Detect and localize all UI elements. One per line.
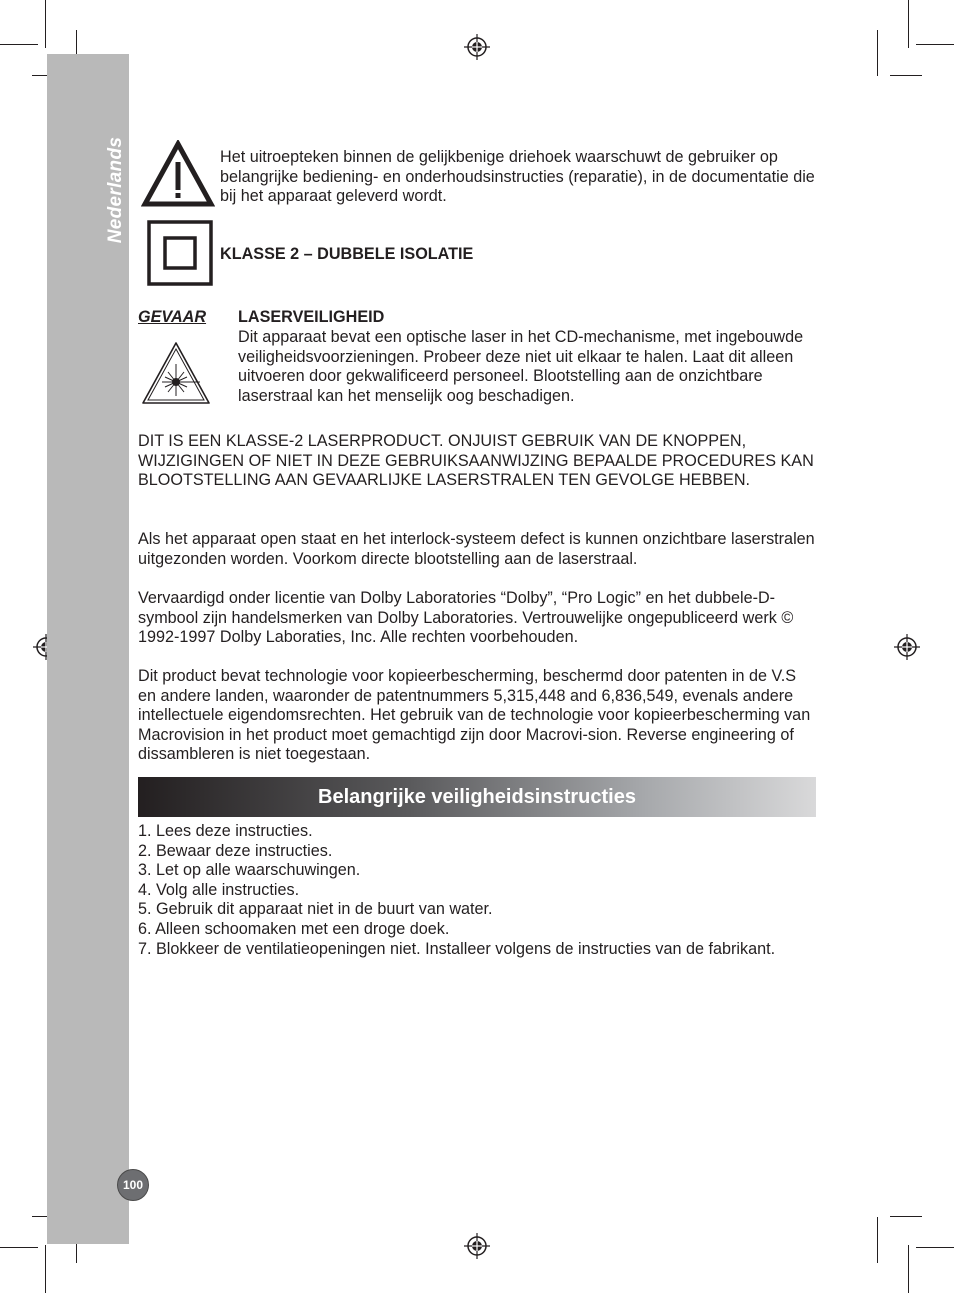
dolby-notice: Vervaardigd onder licentie van Dolby Laboratories “Dolby”, “Pro Logic” en het dubbele-D-symbool zijn handelsmerken van Dolby Laboratories. Vertrouwelijke ongepubliceerd werk © 1992-1997 Dolby Laboraties, Inc. Alle rechten voorbehouden. [138,589,794,647]
warning-symbol-text: Het uitroepteken binnen de gelijkbenige driehoek waarschuwt de gebruiker op belangrijke bediening- en onderhoudsinstructies (reparatie), in de documentatie die bij het apparaat geleverd wordt. [220,148,815,206]
list-item: 7. Blokkeer de ventilatieopeningen niet. Installeer volgens de instructies van de fabrikant. [138,939,776,958]
crop-mark [877,30,878,76]
crop-mark [45,1245,46,1293]
class2-label: KLASSE 2 – DUBBELE ISOLATIE [220,245,474,263]
crop-mark [0,1247,38,1248]
list-item: 6. Alleen schoomaken met een droge doek. [138,919,450,938]
interlock-notice: Als het apparaat open staat en het interlock-systeem defect is kunnen onzichtbare laserstralen uitgezonden worden. Voorkom directe blootstelling aan de laserstraal. [138,530,815,568]
macrovision-notice: Dit product bevat technologie voor kopieerbescherming, beschermd door patenten in de V.S en andere landen, waaronder de patentnummers 5,315,448 and 6,836,549, evenals andere intellectuele eigendomsrechten. Het gebruik van de technologie voor kopieerbescherming van Macrovision in het product moet gemachtigd zijn door Macrovi-sion. Reverse engineering of dissambleren is niet toegestaan. [138,667,811,764]
danger-label: GEVAAR [138,308,207,326]
crop-mark [890,1216,922,1217]
list-item: 4. Volg alle instructies. [138,880,300,899]
registration-mark-icon [464,1233,490,1259]
crop-mark [0,44,38,45]
safety-instructions-list [138,822,838,959]
laser-warning-icon [140,340,212,406]
double-square-icon [147,220,213,286]
crop-mark [916,44,954,45]
registration-mark-icon [894,634,920,660]
laser-safety-heading: LASERVEILIGHEID [238,308,385,326]
crop-mark [45,0,46,48]
crop-mark [890,75,922,76]
registration-mark-icon [464,34,490,60]
list-item: 5. Gebruik dit apparaat niet in de buurt van water. [138,900,493,919]
section-title: Belangrijke veiligheidsinstructies [318,785,636,808]
laser-product-notice: DIT IS EEN KLASSE-2 LASERPRODUCT. ONJUIST GEBRUIK VAN DE KNOPPEN, WIJZIGINGEN OF NIET IN DEZE GEBRUIKSAANWIJZING BEPAALDE PROCEDURES KAN BLOOTSTELLING AAN GEVAARLIJKE LASERSTRALEN TEN GEVOLGE HEBBEN. [138,432,814,490]
list-item: 3. Let op alle waarschuwingen. [138,861,361,880]
crop-mark [908,1245,909,1293]
crop-mark [908,0,909,48]
section-banner [138,777,816,817]
language-label: Nederlands [105,136,126,244]
crop-mark [916,1247,954,1248]
list-item: 1. Lees deze instructies. [138,822,313,840]
exclamation-triangle-icon [141,140,215,208]
list-item: 2. Bewaar deze instructies. [138,841,333,860]
crop-mark [877,1217,878,1263]
laser-safety-text: Dit apparaat bevat een optische laser in het CD-mechanisme, met ingebouwde veiligheidsvoorzieningen. Probeer deze niet uit elkaar te halen. Laat dit alleen uitvoeren door gekwalificeerd personeel. Blootstelling aan de onzichtbare laserstraal kan het menselijk oog beschadigen. [238,328,804,405]
page-number-badge: 100 [117,1169,149,1201]
